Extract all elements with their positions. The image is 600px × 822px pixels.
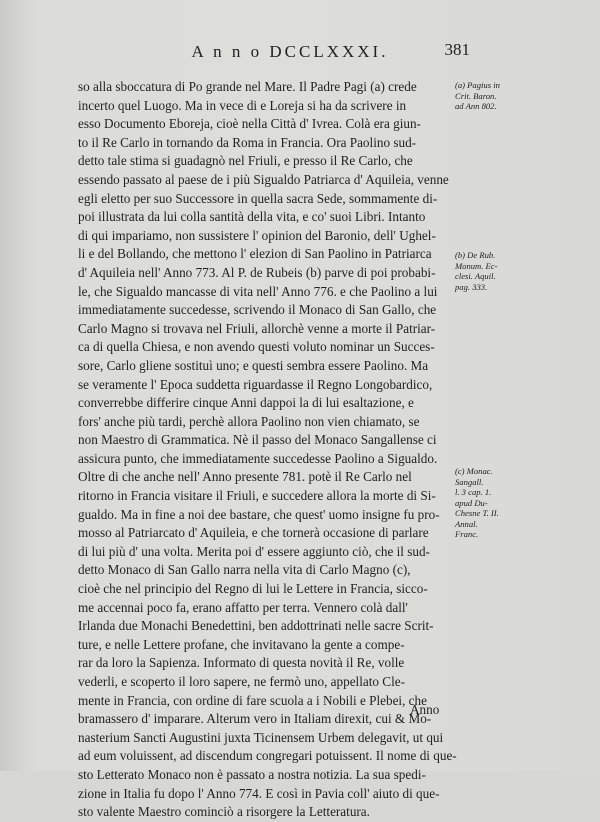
- running-header: A n n o DCCLXXXI.: [191, 42, 389, 61]
- page-number: 381: [444, 40, 470, 59]
- body-text: [78, 78, 458, 822]
- text-line: poi illustrata da lui colla santità della vita, e co' suoi Libri. Intanto: [78, 209, 426, 225]
- text-line: detto tale stima si guadagnò nel Friuli, e presso il Re Carlo, che: [78, 153, 413, 169]
- text-line: immediatamente succedesse, scrivendo il Monaco di San Gallo, che: [78, 302, 437, 318]
- text-line: di lui più d' una volta. Merita poi d' essere aggiunto ciò, che il sud-: [78, 543, 430, 559]
- text-line: sto valente Maestro cominciò a risorgere la Letteratura.: [78, 804, 370, 820]
- text-line: ture, e nelle Lettere profane, che invitavano la gente a compe-: [78, 636, 405, 652]
- text-line: so alla sboccatura di Po grande nel Mare. Il Padre Pagi (a) crede: [78, 79, 417, 94]
- text-line: gualdo. Ma in fine a noi dee bastare, che quest' uomo insigne fu pro-: [78, 506, 440, 522]
- text-line: vederli, e scoperto il loro sapere, ne fermò uno, appellato Cle-: [78, 674, 406, 689]
- text-line: zione in Italia fu dopo l' Anno 774. E così in Pavia coll' aiuto di que-: [78, 785, 440, 801]
- text-line: incerto quel Luogo. Ma in vece di e Loreja si ha da scrivere in: [78, 97, 407, 113]
- text-line: mosso al Patriarcato d' Aquileia, e che tornerà occasione di parlare: [78, 525, 429, 541]
- text-line: essendo passato al paese de i più Sigualdo Patriarca d' Aquileia, venne: [78, 171, 449, 187]
- text-line: assicura punto, che immediatamente succedesse Paolino a Sigualdo.: [78, 450, 438, 466]
- text-line: cioè che nel principio del Regno di lui le Lettere in Francia, sicco-: [78, 581, 428, 597]
- text-line: non Maestro di Grammatica. Nè il passo del Monaco Sangallense ci: [78, 432, 437, 448]
- margin-note-b: (b) De Rub. Monum. Ec- clesi. Aquil. pag. 333.: [455, 250, 498, 292]
- text-line: me accennai poco fa, erano affatto per terra. Vennero colà dall': [78, 599, 408, 615]
- margin-note-a: (a) Pagius in Crit. Baron. ad Ann 802.: [455, 80, 500, 111]
- text-line: converrebbe differire cinque Anni dappoi la di lui esaltazione, e: [78, 395, 414, 411]
- text-line: sto Letterato Monaco non è passato a nostra notizia. La sua spedi-: [78, 766, 426, 782]
- text-line: fors' anche più tardi, perchè allora Paolino non vien chiamato, se: [78, 413, 420, 429]
- text-line: ad eum voluissent, ad discendum congregari potuissent. Il nome di que-: [78, 748, 457, 764]
- text-line: detto Monaco di San Gallo narra nella vita di Carlo Magno (c),: [78, 562, 411, 578]
- text-line: Oltre di che anche nell' Anno presente 781. potè il Re Carlo nel: [78, 469, 412, 485]
- text-line: le, che Sigualdo mancasse di vita nell' Anno 776. e che Paolino a lui: [78, 283, 438, 299]
- text-line: Carlo Magno si trovava nel Friuli, allorchè venne a morte il Patriar-: [78, 320, 436, 336]
- text-line: d' Aquileia nell' Anno 773. Al P. de Rubeis (b) parve di poi probabi-: [78, 264, 436, 280]
- text-line: se veramente l' Epoca suddetta riguardasse il Regno Longobardico,: [78, 376, 433, 392]
- text-line: ritorno in Francia visitare il Friuli, e succedere allora la morte di Si-: [78, 488, 436, 504]
- text-line: bramassero d' imparare. Alterum vero in Italiam direxit, cui & Mo-: [78, 711, 432, 727]
- text-line: to il Re Carlo in tornando da Roma in Francia. Ora Paolino sud-: [78, 134, 417, 150]
- text-line: esso Documento Eboreja, cioè nella Città d' Ivrea. Colà era giun-: [78, 116, 421, 132]
- text-line: sore, Carlo gliene sostituì uno; e questi sembra essere Paolino. Ma: [78, 357, 429, 373]
- text-line: egli eletto per suo Successore in quella sacra Sede, sommamente di-: [78, 190, 438, 206]
- text-line: rar da loro la Sapienza. Informato di questa novità il Re, volle: [78, 655, 405, 671]
- margin-note-c: (c) Monac. Sangall. l. 3 cap. 1. apud Du- Chesne T. II. Annal. Franc.: [455, 466, 499, 539]
- text-line: nasterium Sancti Augustini juxta Ticinensem Urbem delegavit, ut qui: [78, 729, 444, 745]
- text-line: Irlanda due Monachi Benedettini, ben addottrinati nelle sacre Scrit-: [78, 618, 434, 634]
- text-line: li e del Bollando, che mettono l' elezion di San Paolino in Patriarca: [78, 246, 432, 262]
- catchword: Anno: [410, 702, 440, 717]
- text-line: ca di quella Chiesa, e non avendo questi voluto nominar un Succes-: [78, 339, 435, 355]
- text-line: mente in Francia, con ordine di fare scuola a i Nobili e Plebei, che: [78, 692, 427, 708]
- text-line: di qui impariamo, non sussistere l' opinion del Baronio, dell' Ughel-: [78, 227, 436, 243]
